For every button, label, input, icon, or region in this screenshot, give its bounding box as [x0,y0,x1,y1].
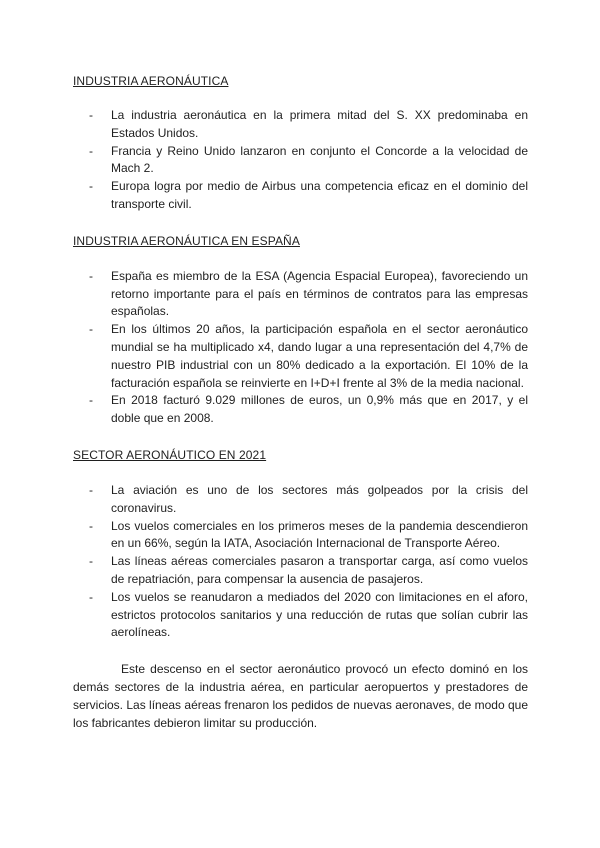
list-item [73,392,528,428]
document-body [73,73,528,732]
list-item [73,321,528,392]
section-heading-sector-2021: SECTOR AERONÁUTICO EN 2021 [73,447,267,462]
bullet-dash: - [89,108,93,122]
bullet-dash: - [89,143,93,158]
list-item [73,482,528,518]
bullet-dash: - [89,179,93,194]
list-item-text: Los vuelos se reanudaron a mediados del 2020 con limitaciones en el aforo, estrictos protocolos sanitarios y una reducción de rutas que solían cubrir las aerolíneas. [111,589,528,640]
list-item-text: La aviación es uno de los sectores más golpeados por la crisis del coronavirus. [111,482,528,515]
list-item [73,268,528,321]
section-heading-industria-aeronautica: INDUSTRIA AERONÁUTICA [73,74,229,88]
list-item-text: Europa logra por medio de Airbus una competencia eficaz en el dominio del transporte civil. [111,179,528,211]
bullet-dash: - [89,268,93,283]
bullet-dash: - [89,518,93,533]
section-heading-industria-espana: INDUSTRIA AERONÁUTICA EN ESPAÑA [73,233,300,248]
bullet-dash: - [89,482,93,497]
bullet-dash: - [89,322,93,337]
list-item-text: Los vuelos comerciales en los primeros meses de la pandemia descendieron en un 66%, según la IATA, Asociación Internacional de Transporte Aéreo. [111,518,528,551]
list-item-text: Las líneas aéreas comerciales pasaron a transportar carga, así como vuelos de repatriación, para compensar la ausencia de pasajeros. [111,554,528,586]
list-item [73,143,528,179]
bullet-dash: - [89,554,93,569]
list-item-text: En los últimos 20 años, la participación española en el sector aeronáutico mundial se ha multiplicado x4, dando lugar a una representación del 4,7% de nuestro PIB industrial con un 80% dedicado a la exportación. El 10% de la facturación española se reinvierte en I+D+I frente al 3% de la media nacional. [111,322,528,390]
list-item-text: En 2018 facturó 9.029 millones de euros, un 0,9% más que en 2017, y el doble que en 2008. [111,393,528,426]
list-item-text: La industria aeronáutica en la primera mitad del S. XX predominaba en Estados Unidos. [111,108,528,140]
list-item [73,518,528,554]
list-item-text: Francia y Reino Unido lanzaron en conjunto el Concorde a la velocidad de Mach 2. [111,143,528,176]
bullet-list-sector-2021 [73,482,528,642]
bullet-list-industria-aeronautica [73,107,528,214]
list-item [73,589,528,642]
bullet-list-industria-espana [73,268,528,428]
closing-paragraph: Este descenso en el sector aeronáutico provocó un efecto dominó en los demás sectores de la industria aérea, en particular aeropuertos y prestadores de servicios. Las líneas aéreas frenaron los pedidos de nuevas aeronaves, de modo que los fabricantes debieron limitar su producción. [73,662,528,730]
bullet-dash: - [89,393,93,408]
bullet-dash: - [89,589,93,604]
list-item-text: España es miembro de la ESA (Agencia Espacial Europea), favoreciendo un retorno importante para el país en términos de contratos para las empresas españolas. [111,268,528,319]
list-item [73,178,528,214]
list-item [73,107,528,143]
list-item [73,553,528,589]
